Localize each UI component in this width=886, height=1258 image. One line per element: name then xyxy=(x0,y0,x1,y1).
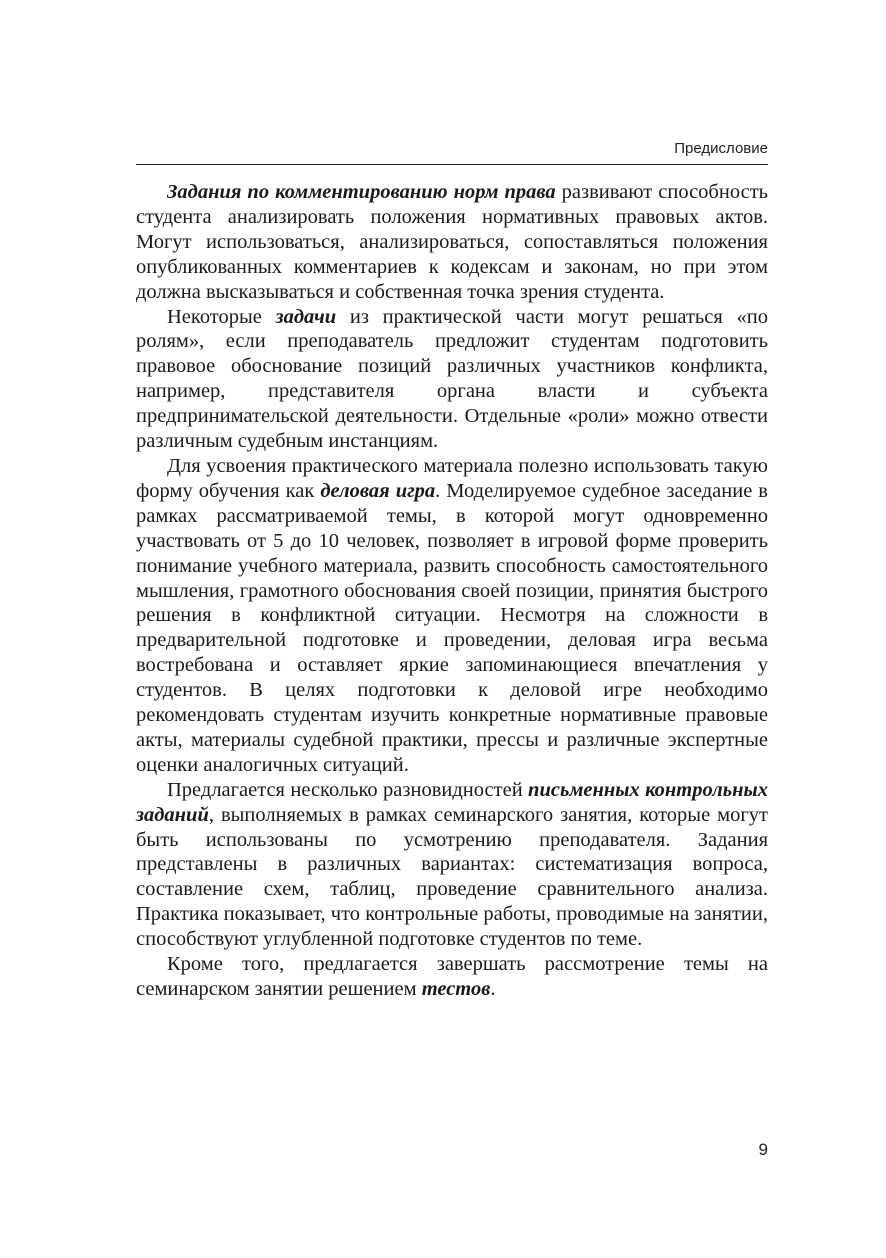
running-head-title: Предисловие xyxy=(674,140,768,157)
paragraph-tests xyxy=(136,952,768,1002)
paragraph-tasks xyxy=(136,305,768,454)
paragraph-business-game xyxy=(136,454,768,778)
header-rule xyxy=(136,164,768,165)
paragraph-text: . xyxy=(490,978,496,1000)
paragraph-text: . Моделируемое судебное заседание в рамках рассматриваемой темы, в которой могут одновременно участвовать от 5 до 10 человек, позволяет в игровой форме проверить понимание учебного материала, развить способность самостоятельного мышления, грамотного обоснования своей позиции, принятия быстрого решения в конфликтной ситуации. Несмотря на сложности в предварительной подготовке и проведении, деловая игра весьма востребована и оставляет яркие запоминающиеся впечатления у студентов. В целях подготовки к деловой игре необходимо рекомендовать студентам изучить конкретные нормативные правовые акты, материалы судебной практики, прессы и различные экспертные оценки аналогичных ситуаций. xyxy=(136,479,768,776)
term-tasks: задачи xyxy=(275,305,337,328)
paragraph-text: Кроме того, предлагается завершать рассмотрение темы на семинарском занятии решением xyxy=(136,953,768,1000)
paragraph-text: Для усвоения практического материала полезно использовать такую форму обучения как xyxy=(136,454,768,502)
term-tests: тестов xyxy=(421,978,491,1000)
paragraph-text: развивают способность студента анализировать положения нормативных правовых актов. Могут использоваться, анализироваться, сопоставляться положения опубликованных комментариев к кодексам и законам, но при этом должна высказываться и собственная точка зрения студента. xyxy=(136,181,768,303)
paragraph-text: из практической части могут решаться «по ролям», если преподаватель предложит студентам подготовить правовое обоснование позиций различных участников конфликта, например, представителя органа власти и субъекта предпринимательской деятельности. Отдельные «роли» можно отвести различным судебным инстанциям. xyxy=(136,305,768,453)
term-written-tests: письменных контрольных заданий xyxy=(136,778,768,826)
paragraph-text: , выполняемых в рамках семинарского занятия, которые могут быть использованы по усмотрению преподавателя. Задания представлены в различных вариантах: систематизация вопроса, составление схем, таблиц, проведение сравнительного анализа. Практика показывает, что контрольные работы, проводимые на занятии, способствуют углубленной подготовке студентов по теме. xyxy=(136,803,768,951)
term-norm-commentary: Задания по комментированию норм права xyxy=(167,181,556,203)
paragraph-norm-commentary xyxy=(136,180,768,305)
paragraph-text: Некоторые xyxy=(167,305,276,328)
paragraph-text: Предлагается несколько разновидностей xyxy=(167,778,529,801)
body-text xyxy=(136,180,768,1002)
term-business-game: деловая игра xyxy=(320,479,436,502)
page-number: 9 xyxy=(758,1140,768,1159)
paragraph-written-tests xyxy=(136,778,768,952)
